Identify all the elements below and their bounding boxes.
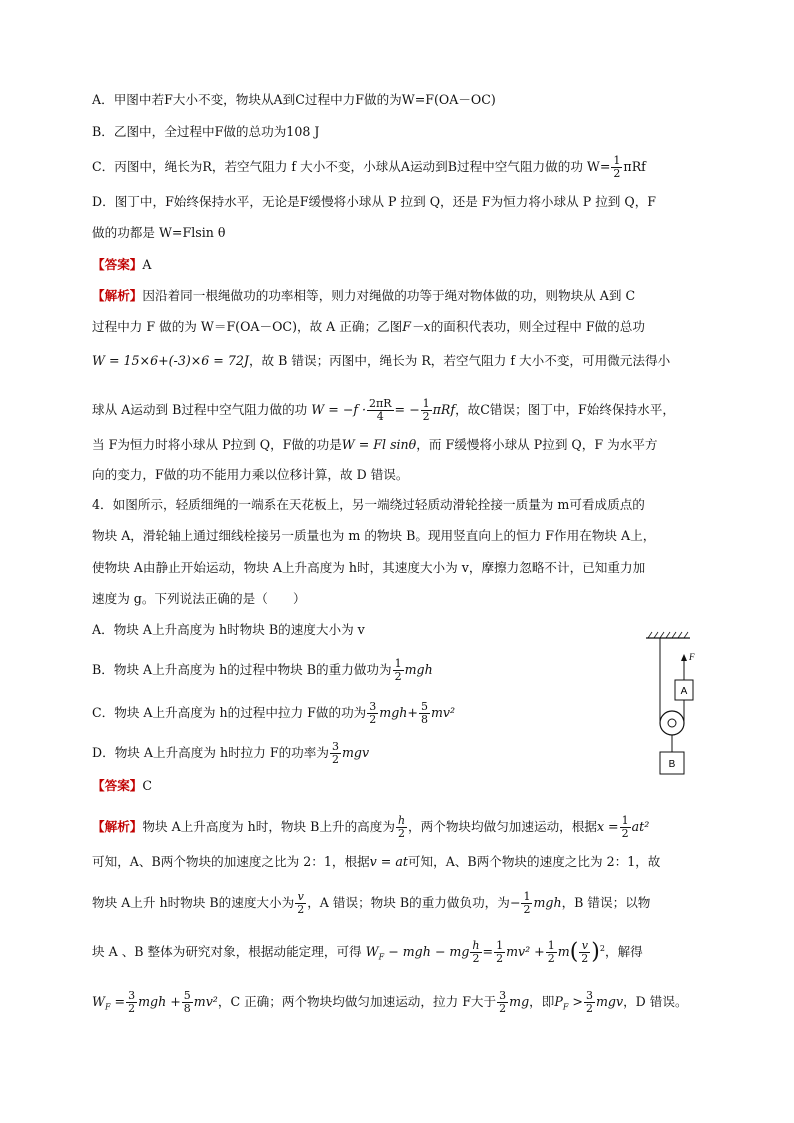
- q4-stem-1: 4．如图所示，轻质细绳的一端系在天花板上，另一端绕过轻质动滑轮拴接一质量为 m可看成质点的: [92, 497, 645, 512]
- fraction: $\frac{v}{2}$: [581, 939, 589, 966]
- pulley-wheel: [660, 711, 684, 735]
- q4-answer: [92, 777, 152, 795]
- fraction: $\frac{h}{2}$: [472, 939, 480, 966]
- q3-option-c-tail: πRf: [623, 159, 646, 174]
- fraction: $\frac{3}{2}$: [128, 989, 136, 1015]
- ceiling-hatch: [648, 632, 688, 638]
- fraction: $\frac{5}{8}$: [420, 700, 428, 726]
- fraction: $\frac{3}{2}$: [369, 700, 377, 726]
- fraction: $\frac{3}{2}$: [499, 989, 507, 1015]
- q3-option-d-cont: 做的功都是 W=Flsin θ: [92, 225, 226, 240]
- q3-analysis-6: 向的变力，F做的功不能用力乘以位移计算，故 D 错误。: [92, 467, 409, 482]
- q4-stem-4: 速度为 g。下列说法正确的是（ ）: [92, 591, 306, 606]
- q4-option-a: A．物块 A上升高度为 h时物块 B的速度大小为 v: [92, 622, 365, 637]
- q4-stem-3: 使物块 A由静止开始运动，物块 A上升高度为 h时，其速度大小为 v，摩擦力忽略不计，已知重力加: [92, 560, 646, 575]
- q4-option-d: D．物块 A上升高度为 h时拉力 F的功率为 $\frac{3}{2}$ mgv: [92, 740, 370, 766]
- q4-analysis-2: 可知，A、B两个物块的加速度之比为 2：1，根据v = at可知，A、B两个物块的速度之比为 2：1，故: [92, 854, 661, 869]
- q4-stem-2: 物块 A，滑轮轴上通过细线栓接另一质量也为 m 的物块 B。现用竖直向上的恒力 F作用在物块 A上，: [92, 528, 656, 543]
- answer-tag: 【答案】: [92, 778, 143, 793]
- q4-analysis-1: 【解析】物块 A上升高度为 h时，物块 B上升的高度为 $\frac{h}{2}$ ，两个物块均做匀加速运动，根据x = $\frac{1}{2}$ at²: [92, 814, 650, 840]
- force-label: F: [689, 652, 695, 662]
- block-a-label: A: [680, 686, 688, 697]
- analysis-tag: 【解析】: [92, 819, 143, 834]
- q4-option-c: C．物块 A上升高度为 h的过程中拉力 F做的功为 $\frac{3}{2}$ mgh+ $\frac{5}{8}$ mv²: [92, 700, 456, 726]
- fraction: $\frac{1}{2}$: [613, 154, 621, 180]
- analysis-tag: 【解析】: [92, 288, 143, 303]
- fraction: $\frac{1}{2}$: [394, 657, 402, 683]
- answer-value: C: [142, 778, 153, 793]
- q3-option-a: A．甲图中若F大小不变，物块从A到C过程中力F做的为W=F(OA－OC): [92, 92, 496, 107]
- fraction: $\frac{2\pi R}{4}$: [369, 397, 392, 423]
- fraction: $\frac{3}{2}$: [331, 740, 339, 766]
- analysis-text: 因沿着同一根绳做功的功率相等，则力对绳做的功等于绳对物体做的功，则物块从 A到 C: [142, 288, 636, 303]
- fraction: $\frac{h}{2}$: [397, 814, 406, 840]
- fraction: $\frac{1}{2}$: [422, 397, 430, 423]
- fraction: $\frac{1}{2}$: [523, 890, 531, 916]
- fraction: $\frac{5}{8}$: [183, 989, 191, 1015]
- q3-option-d: D．图丁中，F始终保持水平，无论是F缓慢将小球从 P 拉到 Q，还是 F为恒力将小球从 P 拉到 Q，F: [92, 194, 657, 209]
- q3-answer: [92, 256, 151, 274]
- force-arrow-head: [681, 654, 687, 661]
- q4-analysis-4: 块 A 、B 整体为研究对象，根据动能定理，可得 $W_F$ − mgh − mg $\frac{h}{2}$ = $\frac{1}{2}$ mv² + $\frac{1}{2}$ m( $\frac{v}{2}$ )$^2$，解得: [92, 939, 643, 966]
- fraction: $\frac{1}{2}$: [621, 814, 629, 840]
- fraction: $\frac{v}{2}$: [297, 890, 305, 916]
- q4-analysis-3: 物块 A上升 h时物块 B的速度大小为 $\frac{v}{2}$ ，A 错误；物块 B的重力做负功，为− $\frac{1}{2}$ mgh，B 错误；以物: [92, 890, 651, 916]
- q4-option-b: B．物块 A上升高度为 h的过程中物块 B的重力做功为 $\frac{1}{2}$ mgh: [92, 657, 433, 683]
- block-b-label: B: [668, 759, 676, 770]
- fraction: $\frac{3}{2}$: [585, 989, 593, 1015]
- fraction: $\frac{1}{2}$: [547, 939, 555, 966]
- q3-option-c-text: C．丙图中，绳长为R，若空气阻力 f 大小不变，小球从A运动到B过程中空气阻力做的功 W=: [92, 159, 611, 174]
- q3-analysis-5: 当 F为恒力时将小球从 P拉到 Q，F做的功是W = Fl sinθ，而 F缓慢将小球从 P拉到 Q，F 为水平方: [92, 437, 658, 452]
- pulley-diagram: [640, 630, 720, 780]
- q3-analysis-2: 过程中力 F 做的为 W＝F(OA－OC)，故 A 正确；乙图F－x的面积代表功，则全过程中 F做的总功: [92, 319, 645, 334]
- q3-option-b: B．乙图中，全过程中F做的总功为108 J: [92, 124, 320, 139]
- q3-analysis-3: W = 15×6+(-3)×6 = 72J，故 B 错误；丙图中，绳长为 R，若空气阻力 f 大小不变，可用微元法得小: [92, 353, 671, 368]
- fraction: $\frac{1}{2}$: [496, 939, 504, 966]
- pulley-axle: [668, 719, 676, 727]
- answer-tag: 【答案】: [92, 257, 143, 272]
- q4-analysis-5: $W_F$ = $\frac{3}{2}$ mgh + $\frac{5}{8}$ mv²，C 正确；两个物块均做匀加速运动，拉力 F大于 $\frac{3}{2}$ mg，即$P_F$ > $\frac{3}{2}$ mgv，D 错误。: [92, 989, 688, 1015]
- q3-analysis-1: [92, 287, 635, 305]
- q3-option-c: [92, 155, 646, 180]
- answer-value: A: [142, 257, 152, 272]
- q3-analysis-4: 球从 A运动到 B过程中空气阻力做的功 W = −f · $\frac{2\pi R}{4}$ = − $\frac{1}{2}$ πRf，故C错误；图丁中，F始终保持水平，: [92, 397, 675, 423]
